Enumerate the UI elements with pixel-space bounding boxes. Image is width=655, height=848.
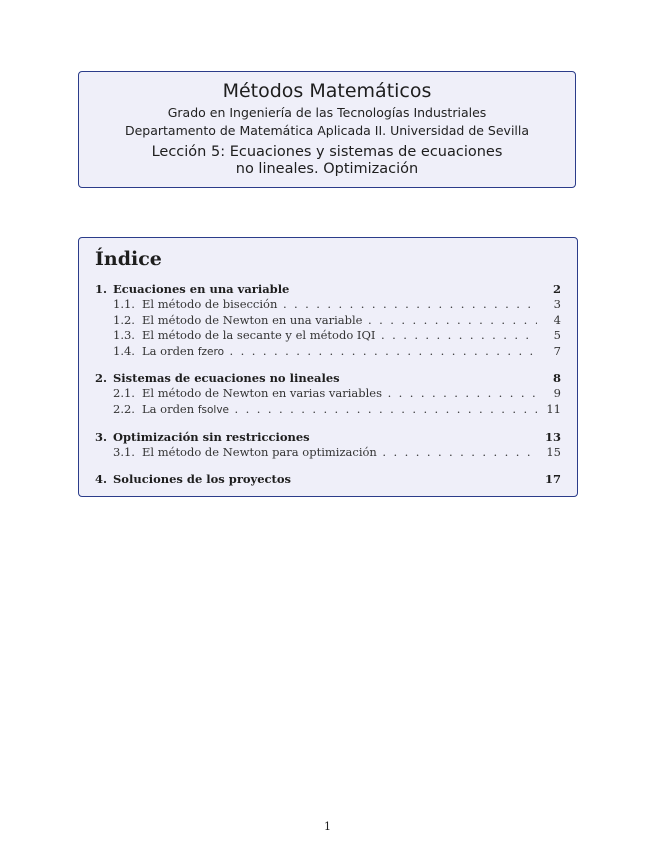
subsection-page: 3 xyxy=(553,297,561,311)
toc-section-1[interactable] xyxy=(95,281,561,297)
subsection-page: 7 xyxy=(553,344,561,358)
subsection-title-prefix: La orden xyxy=(142,344,198,358)
section-page: 17 xyxy=(544,472,561,486)
section-number: 3. xyxy=(95,430,108,444)
toc-subsection-1-1[interactable] xyxy=(95,296,561,312)
subsection-number: 2.2. xyxy=(113,402,135,416)
subsection-title: El método de bisección xyxy=(142,297,278,311)
subsection-number: 2.1. xyxy=(113,386,135,400)
course-title: Métodos Matemáticos xyxy=(222,80,432,102)
section-page: 2 xyxy=(552,282,561,296)
subsection-page: 9 xyxy=(553,386,561,400)
subsection-title: El método de Newton para optimización xyxy=(142,445,377,459)
subsection-page: 11 xyxy=(546,402,561,416)
table-of-contents xyxy=(78,237,578,497)
toc-section-3[interactable] xyxy=(95,429,561,445)
toc-section-4[interactable] xyxy=(95,471,561,487)
section-title: Optimización sin restricciones xyxy=(113,430,310,444)
subsection-number: 1.2. xyxy=(113,313,135,327)
section-title: Sistemas de ecuaciones no lineales xyxy=(113,371,340,385)
section-page: 8 xyxy=(552,371,561,385)
subsection-number: 1.3. xyxy=(113,328,135,342)
subsection-title-prefix: La orden xyxy=(142,402,198,416)
degree-name: Grado en Ingeniería de las Tecnologías Industriales xyxy=(167,105,487,120)
subsection-title: El método de la secante y el método IQI xyxy=(142,328,376,342)
lesson-title-line-2: no lineales. Optimización xyxy=(235,161,419,177)
toc-subsection-2-1[interactable] xyxy=(95,385,561,401)
subsection-number: 1.4. xyxy=(113,344,135,358)
subsection-number: 3.1. xyxy=(113,445,135,459)
toc-subsection-3-1[interactable] xyxy=(95,444,561,460)
section-number: 4. xyxy=(95,472,108,486)
section-number: 2. xyxy=(95,371,108,385)
title-box xyxy=(78,71,576,188)
lesson-title-line-1: Lección 5: Ecuaciones y sistemas de ecuaciones xyxy=(151,144,503,160)
toc-subsection-1-2[interactable] xyxy=(95,312,561,328)
toc-subsection-2-2[interactable] xyxy=(95,401,561,417)
section-title: Ecuaciones en una variable xyxy=(113,282,290,296)
toc-subsection-1-4[interactable] xyxy=(95,343,561,359)
section-page: 13 xyxy=(544,430,561,444)
department-name: Departamento de Matemática Aplicada II. Universidad de Sevilla xyxy=(124,123,530,138)
toc-title: Índice xyxy=(95,248,162,270)
section-number: 1. xyxy=(95,282,108,296)
subsection-number: 1.1. xyxy=(113,297,135,311)
subsection-page: 15 xyxy=(546,445,561,459)
subsection-page: 5 xyxy=(553,328,561,342)
page-number: 1 xyxy=(324,820,331,833)
toc-subsection-1-3[interactable] xyxy=(95,327,561,343)
toc-section-2[interactable] xyxy=(95,370,561,386)
code-command: fsolve xyxy=(197,404,229,416)
section-title: Soluciones de los proyectos xyxy=(113,472,292,486)
subsection-page: 4 xyxy=(553,313,561,327)
subsection-title: El método de Newton en una variable xyxy=(142,313,363,327)
code-command: fzero xyxy=(197,346,224,358)
subsection-title: El método de Newton en varias variables xyxy=(142,386,383,400)
